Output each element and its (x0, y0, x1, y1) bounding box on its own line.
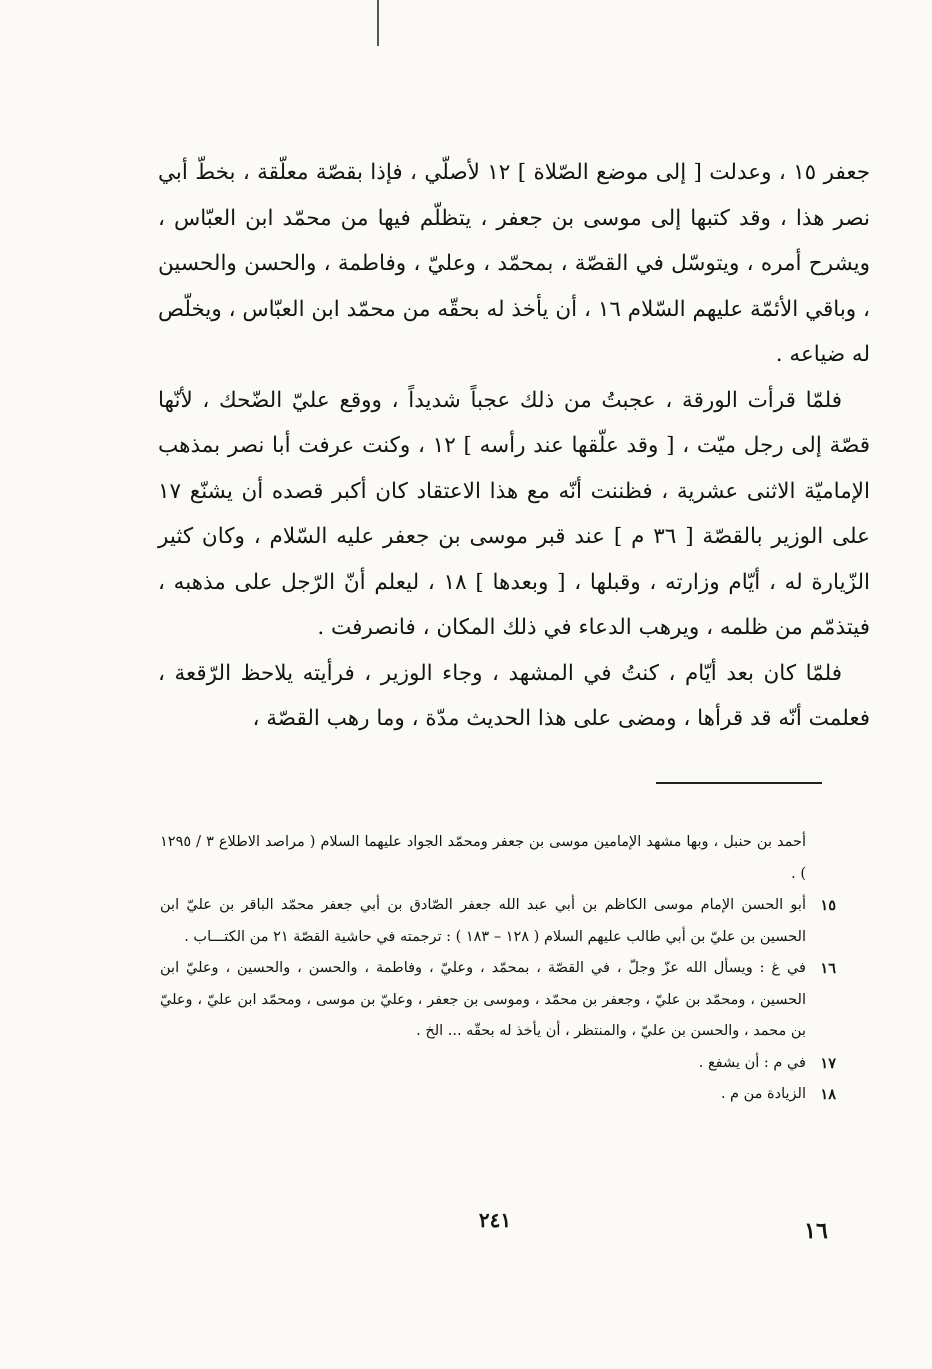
footnote-text: في غ : ويسأل الله عزّ وجلّ ، في القصّة ، بمحمّد ، وعليّ ، وفاطمة ، والحسن ، والحسين ، وعليّ ابن الحسين ، ومحمّد بن عليّ ، وجعفر بن محمّد ، وموسى بن جعفر ، وعليّ بن موسى ، ومحمّد ابن عليّ ، وعليّ بن محمد ، والحسن بن عليّ ، والمنتظر ، أن يأخذ له بحقّه ... الخ . (160, 960, 806, 1039)
footnote-17 (160, 1048, 836, 1080)
footnote-number: ١٨ (820, 1086, 836, 1103)
footnote-separator (656, 782, 822, 784)
footnote-text: أبو الحسن الإمام موسى الكاظم بن أبي عبد الله جعفر الصّادق بن أبي جعفر محمّد الباقر بن عليّ ابن الحسين بن عليّ بن أبي طالب عليهم السلام ( ١٢٨ – ١٨٣ ) : ترجمته في حاشية القصّة ٢١ من الكتـــاب . (160, 897, 806, 945)
footnote-number: ١٦ (820, 960, 836, 977)
paragraph-1: جعفر ١٥ ، وعدلت [ إلى موضع الصّلاة ] ١٢ لأصلّي ، فإذا بقصّة معلّقة ، بخطّ أبي نصر هذا ، وقد كتبها إلى موسى بن جعفر ، يتظلّم فيها من محمّد ابن العبّاس ، ويشرح أمره ، ويتوسّل في القصّة ، بمحمّد ، وعليّ ، وفاطمة ، والحسن والحسين ، وباقي الأئمّة عليهم السّلام ١٦ ، أن يأخذ له بحقّه من محمّد ابن العبّاس ، ويخلّص له ضياعه . (158, 160, 870, 367)
footnote-18 (160, 1079, 836, 1111)
signature-number: ١٦ (804, 1218, 828, 1244)
footnote-15 (160, 890, 836, 953)
page-number: ٢٤١ (478, 1208, 512, 1232)
paragraph-2: فلمّا قرأت الورقة ، عجبتُ من ذلك عجباً شديداً ، ووقع عليّ الضّحك ، لأنّها قصّة إلى رجل ميّت ، [ وقد علّقها عند رأسه ] ١٢ ، وكنت عرفت أبا نصر بمذهب الإماميّة الاثنى عشرية ، فظننت أنّه مع هذا الاعتقاد كان أكبر قصده أن يشنّع ١٧ على الوزير بالقصّة [ ٣٦ م ] عند قبر موسى بن جعفر عليه السّلام ، وكان كثير الزّيارة له ، أيّام وزارته ، وقبلها ، [ وبعدها ] ١٨ ، ليعلم أنّ الرّجل على مذهبه ، فيتذمّم من ظلمه ، ويرهب الدعاء في ذلك المكان ، فانصرفت . (158, 387, 870, 640)
footnote-text: في م : أن يشفع . (698, 1054, 806, 1071)
gutter-line (377, 0, 379, 46)
footnote-continuation: أحمد بن حنبل ، وبها مشهد الإمامين موسى بن جعفر ومحمّد الجواد عليهما السلام ( مراصد الاطلاع ٣ / ١٢٩٥ ) . (160, 834, 806, 882)
footnote-number: ١٥ (820, 897, 836, 914)
footnote-text: الزيادة من م . (720, 1086, 806, 1102)
footnotes (160, 827, 836, 1111)
paragraph-3: فلمّا كان بعد أيّام ، كنتُ في المشهد ، وجاء الوزير ، فرأيته يلاحظ الرّقعة ، فعلمت أنّه قد قرأها ، ومضى على هذا الحديث مدّة ، وما رهب القصّة ، (158, 660, 870, 731)
main-text (158, 150, 870, 742)
footnote-16 (160, 953, 836, 1048)
footnote-number: ١٧ (820, 1054, 836, 1072)
